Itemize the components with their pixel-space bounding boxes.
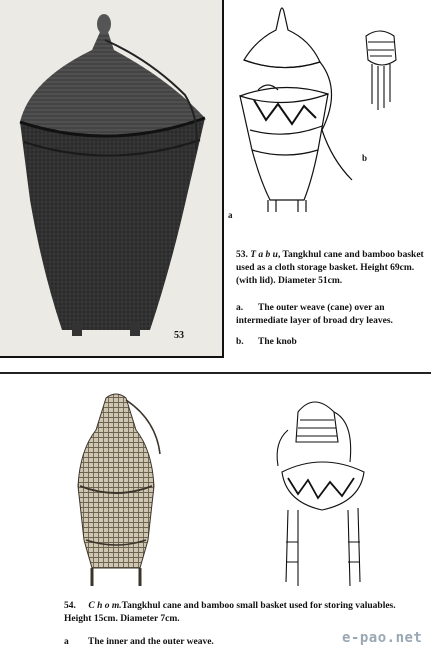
chom-line-drawing [268, 382, 378, 597]
fig53-note-b [236, 336, 431, 349]
fig53-note-a-marker: a. [236, 303, 244, 313]
drawing-label-b: b [362, 153, 368, 163]
fig53-caption-name: T a b u [250, 250, 278, 260]
tabu-line-drawing [222, 0, 431, 228]
watermark: e-pao.net [342, 630, 423, 646]
fig54-note-a-text: The inner and the outer weave. [88, 637, 214, 647]
fig53-note-b-text: The knob [258, 337, 297, 347]
fig53-note-b-marker: b. [236, 337, 244, 347]
fig54-caption [64, 600, 419, 626]
section-divider [0, 372, 431, 374]
fig53-note-a [236, 302, 431, 328]
fig54-caption-number: 54. [64, 601, 76, 611]
fig53-note-a-text: The outer weave (cane) over an intermediate layer of broad dry leaves. [236, 303, 393, 326]
tabu-basket-image [0, 0, 222, 356]
fig54-note-a-marker: a [64, 637, 69, 647]
fig53-caption-number: 53. [236, 250, 248, 260]
fig53-drawings-and-caption [222, 0, 431, 356]
fig54-note-a [64, 636, 344, 649]
fig54-caption-name: C h o m. [88, 601, 122, 611]
tabu-basket-photo [0, 0, 224, 358]
fig53-caption [236, 249, 431, 288]
fig53-caption-text: , Tangkhul cane and bamboo basket used as a cloth storage basket. Height 69cm. (with lid). Diameter 51cm. [236, 250, 424, 286]
photo-number-53: 53 [174, 330, 184, 341]
drawing-label-a: a [228, 210, 233, 220]
fig54-caption-text: Tangkhul cane and bamboo small basket used for storing valuables. Height 15cm. Diameter 7cm. [64, 601, 396, 624]
chom-basket-photo [56, 390, 176, 590]
